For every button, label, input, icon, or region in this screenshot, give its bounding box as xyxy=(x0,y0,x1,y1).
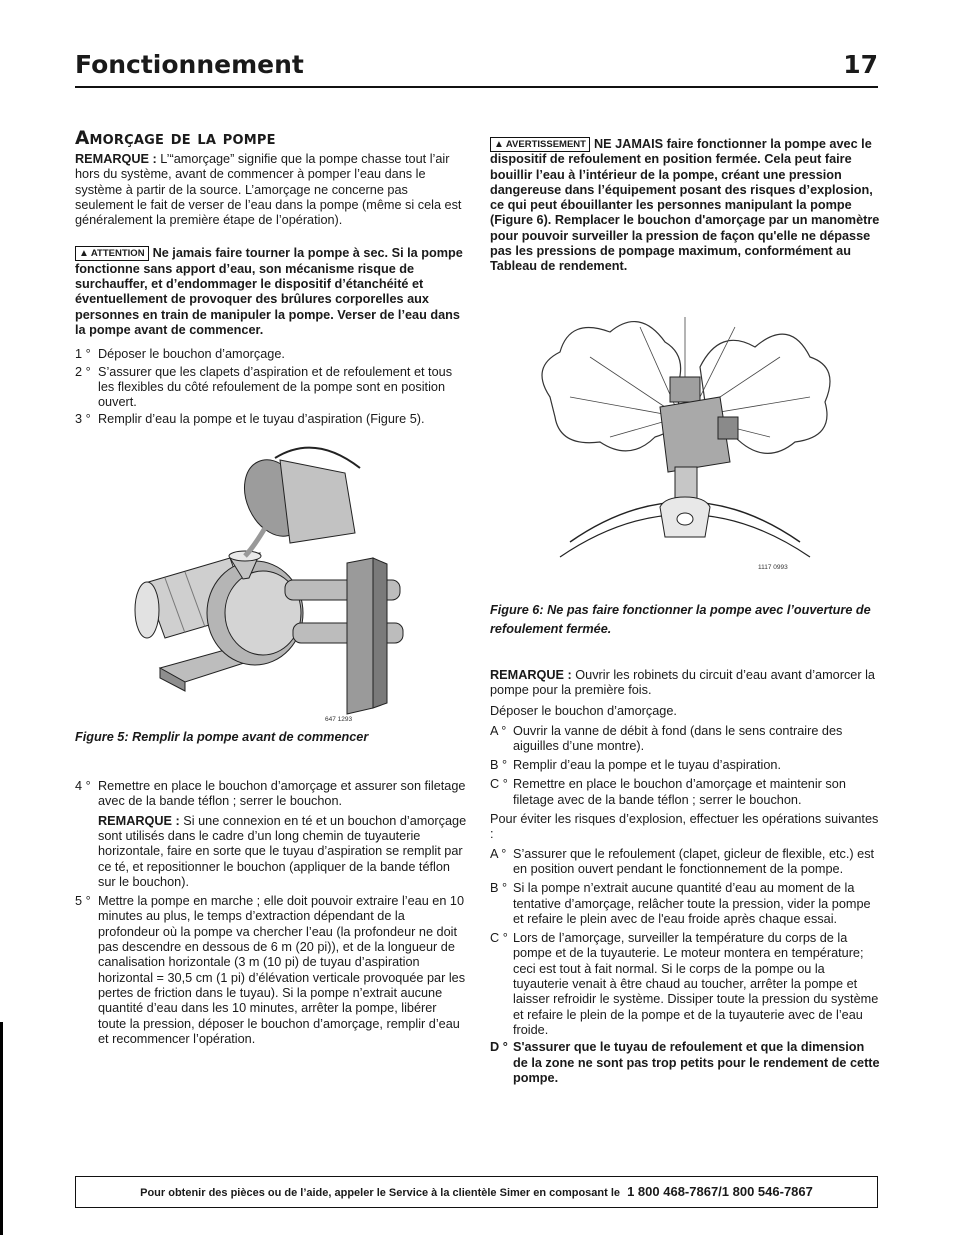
list-item xyxy=(490,847,880,878)
remove-plug-text: Déposer le bouchon d’amorçage. xyxy=(490,704,677,719)
step-number: A ° xyxy=(490,846,507,861)
step-number: D ° xyxy=(490,1040,508,1055)
step-text: Remplir d’eau la pompe et le tuyau d’aspiration (Figure 5). xyxy=(98,412,425,427)
warning-triangle-icon: ▲ xyxy=(79,248,89,260)
list-item xyxy=(75,365,467,411)
left-edge-bar xyxy=(0,1022,3,1235)
steps-list xyxy=(490,724,880,808)
warning-label: AVERTISSEMENT xyxy=(505,139,586,150)
note-label: REMARQUE : xyxy=(98,813,180,828)
note-text: Ouvrir les robinets du circuit d’eau avant d’amorcer la pompe pour la première fois. xyxy=(490,667,875,697)
list-item xyxy=(490,931,880,1038)
warning-triangle-icon: ▲ xyxy=(494,139,504,150)
list-item xyxy=(75,779,467,810)
note-paragraph xyxy=(75,152,467,228)
warning-badge xyxy=(490,137,590,152)
list-item xyxy=(490,724,880,755)
page-header xyxy=(75,50,878,88)
attention-label: ATTENTION xyxy=(90,248,145,260)
list-item xyxy=(490,881,880,927)
page-number: 17 xyxy=(843,50,878,79)
right-column xyxy=(490,137,880,1086)
pump-explosion-illustration xyxy=(490,297,880,597)
step-number: B ° xyxy=(490,881,508,896)
figure-caption: Figure 6: Ne pas faire fonctionner la pompe avec l’ouverture de refoulement fermée. xyxy=(490,602,871,636)
step-number: 1 ° xyxy=(75,347,91,362)
note-label: REMARQUE : xyxy=(75,152,157,166)
step-text: Déposer le bouchon d’amorçage. xyxy=(98,347,285,362)
step-text: S'assurer que le tuyau de refoulement et que la dimension de la zone ne sont pas trop petits pour le rendement de cette pompe. xyxy=(513,1040,880,1085)
note-label: REMARQUE : xyxy=(490,667,572,682)
footer-box xyxy=(75,1176,878,1208)
step-text: Mettre la pompe en marche ; elle doit pouvoir extraire l’eau en 10 minutes au plus, le temps d’extraction dépendant de la profondeur où la pompe va chercher l’eau (la profondeur ne doit pas descendre en dessous de 6 m (20 pi)), et de la longueur de canalisation horizontale (3 m (10 pi) de tuyau d’aspiration horizontal = 30,5 cm (1 pi) d’élévation verticale provoquée par les pertes de friction dans le tuyau). Si la pompe n’extrait aucune quantité d’eau dans les 10 minutes, arrêter la pompe, libérer toute la pression, déposer le bouchon d’amorçage, remplir d’eau et recommencer l’opération. xyxy=(98,894,466,1046)
step-number: 4 ° xyxy=(75,779,91,794)
safety-steps-list xyxy=(490,847,880,1086)
figure-6 xyxy=(490,297,880,597)
note-text: Si une connexion en té et un bouchon d’amorçage sont utilisés dans le cadre d’un long chemin de tuyauterie horizontale, faire en sorte que le tuyau d’aspiration se remplit par ce té, et repositionner le bouchon (appliquer de la bande téflon sur le bouchon). xyxy=(98,813,467,889)
note-paragraph xyxy=(490,668,880,699)
list-item xyxy=(75,894,467,1047)
figure-code: 647 1293 xyxy=(325,715,353,723)
step-number: 2 ° xyxy=(75,364,91,379)
list-item xyxy=(490,758,880,773)
footer-phone: 1 800 468-7867/1 800 546-7867 xyxy=(627,1184,813,1199)
step-text: Lors de l’amorçage, surveiller la température du corps de la pompe et de la tuyauterie. Le moteur montera en température; ceci est tout à fait normal. Si le corps de la pompe ou la tuyauterie venait à être chaud au toucher, arrêter la pompe et laisser refroidir le système. Dissiper toute la pression du système et refaire le plein de la pompe et de la tuyauterie avec de l’eau froide. xyxy=(513,931,879,1037)
list-item xyxy=(75,412,467,427)
step-text: Remettre en place le bouchon d’amorçage et assurer son filetage avec de la bande téflon ; serrer le bouchon. xyxy=(98,779,466,809)
step-text: S’assurer que le refoulement (clapet, gicleur de flexible, etc.) est en position ouvert pendant le fonctionnement de la pompe. xyxy=(513,846,875,876)
list-item xyxy=(75,347,467,362)
step-number: A ° xyxy=(490,723,507,738)
explosion-intro: Pour éviter les risques d’explosion, effectuer les opérations suivantes : xyxy=(490,812,879,842)
step-text: Remettre en place le bouchon d’amorçage et maintenir son filetage avec de la bande téflon ; serrer le bouchon. xyxy=(513,777,846,807)
attention-paragraph xyxy=(75,246,467,338)
steps-list xyxy=(75,347,467,427)
pump-filling-illustration xyxy=(75,438,467,730)
left-column xyxy=(75,128,467,1047)
step-text: Ouvrir la vanne de débit à fond (dans le sens contraire des aiguilles d’une montre). xyxy=(513,723,843,753)
step-number: 5 ° xyxy=(75,894,91,909)
note-text: L’“amorçage” signifie que la pompe chasse tout l’air hors du système, avant de commencer à pomper l’eau dans le système à partir de la source. L’amorçage ne concerne pas seulement le fait de verser de l’eau dans la pompe (même si cela est généralement la première étape de l’opération). xyxy=(75,152,462,228)
step-text: Si la pompe n’extrait aucune quantité d’eau au moment de la tentative d’amorçage, relâcher toute la pression, vider la pompe et refaire le plein avec de l'eau froide après chaque essai. xyxy=(513,881,871,926)
warning-paragraph xyxy=(490,137,880,275)
step-text: Remplir d’eau la pompe et le tuyau d’aspiration. xyxy=(513,758,781,773)
section-title: Amorçage de la pompe xyxy=(75,128,276,149)
step-number: B ° xyxy=(490,758,508,773)
list-item xyxy=(490,1040,880,1086)
footer-text: Pour obtenir des pièces ou de l’aide, appeler le Service à la clientèle Simer en composant le xyxy=(140,1187,621,1199)
step-note xyxy=(75,814,467,890)
page-title: Fonctionnement xyxy=(75,50,304,79)
attention-badge xyxy=(75,246,149,261)
step-number: C ° xyxy=(490,777,508,792)
step-number: C ° xyxy=(490,931,508,946)
figure-code: 1117 0993 xyxy=(758,563,788,571)
step-text: S’assurer que les clapets d’aspiration et de refoulement et tous les flexibles du côté refoulement de la pompe sont en position ouvert. xyxy=(98,364,453,410)
step-number: 3 ° xyxy=(75,412,91,427)
attention-text: Ne jamais faire tourner la pompe à sec. Si la pompe fonctionne sans apport d’eau, son mécanisme risque de surchauffer, et d’endommager le dispositif d’étanchéité et éventuellement de provoquer des brûlures corporelles aux personnes en train de manipuler la pompe. Verser de l’eau dans la pompe avant de commencer. xyxy=(75,246,463,337)
figure-5 xyxy=(75,438,467,730)
figure-caption: Figure 5: Remplir la pompe avant de commencer xyxy=(75,729,369,744)
warning-text: NE JAMAIS faire fonctionner la pompe avec le dispositif de refoulement en position fermée. Cela peut faire bouillir l’eau à l’intérieur de la pompe, créant une pression dangereuse dans l’équipement posant des risques d’explosion, ce qui peut ébouillanter les personnes manipulant la pompe (Figure 6). Remplacer le bouchon d'amorçage par un manomètre pour pouvoir surveiller la pression de façon qu'elle ne dépasse pas les pressions de pompage maximum, conformément au Tableau de rendement. xyxy=(490,137,880,274)
list-item xyxy=(490,777,880,808)
